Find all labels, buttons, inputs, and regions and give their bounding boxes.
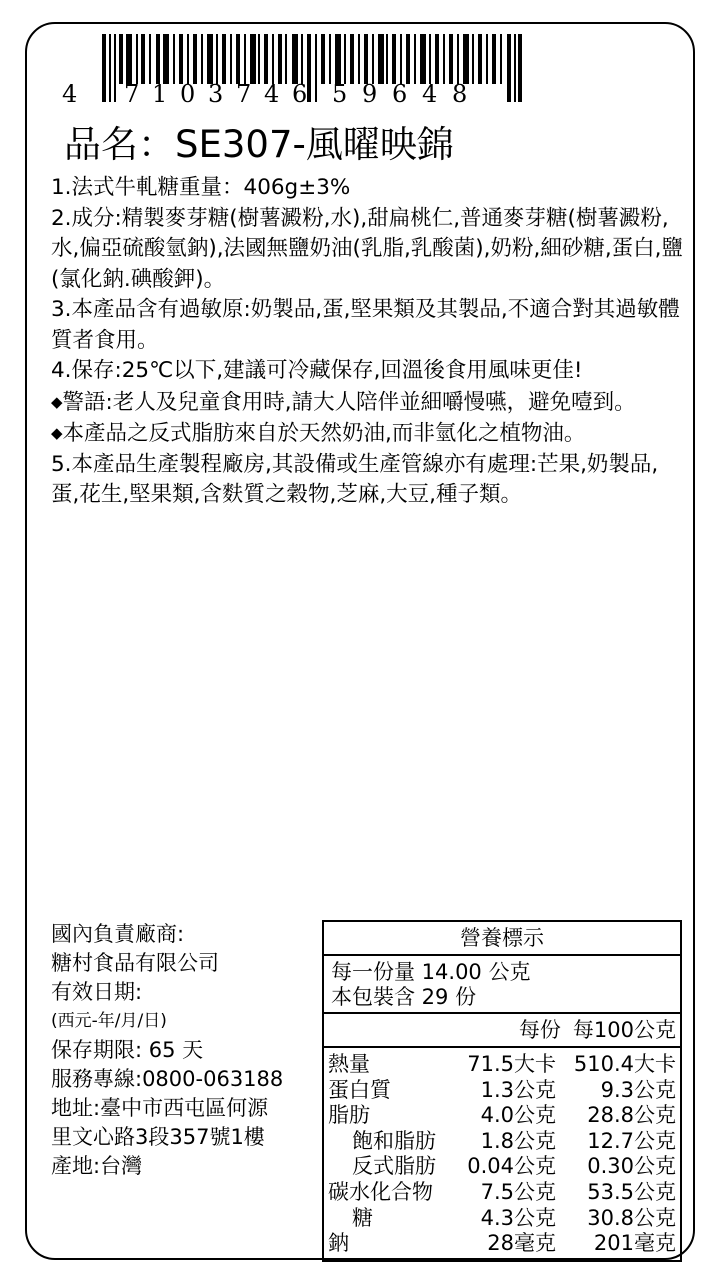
value-per-100g: 12.7公克 [587, 1128, 676, 1153]
barcode-bar [486, 34, 488, 84]
value-per-serving: 28毫克 [487, 1231, 556, 1256]
nutrition-table [322, 920, 682, 1262]
value-per-serving: 1.3公克 [480, 1077, 556, 1102]
barcode-bar [478, 34, 482, 84]
barcode-bar [292, 34, 298, 84]
value-per-serving: 0.04公克 [467, 1154, 556, 1179]
nutrition-row [324, 1103, 680, 1129]
value-per-100g: 53.5公克 [587, 1179, 676, 1204]
barcode-bar [187, 34, 189, 84]
value-per-serving: 7.5公克 [480, 1179, 556, 1204]
barcode-bar [372, 34, 374, 84]
barcode-bar [244, 34, 246, 84]
ingredients-text [51, 173, 686, 511]
barcode-bar [406, 34, 410, 84]
value-per-100g: 201毫克 [593, 1231, 676, 1256]
barcode-bar [119, 34, 123, 84]
barcode-bar [514, 34, 516, 102]
service-hotline: 服務專線:0800-063188 [51, 1067, 284, 1091]
nutrient-name: 反式脂肪 [352, 1154, 436, 1179]
barcode-bar [193, 34, 197, 84]
barcode-digit: 0 [180, 80, 196, 104]
nutrient-name: 碳水化合物 [328, 1179, 433, 1204]
barcode-bar [429, 34, 431, 84]
col-per-100g: 每100公克 [572, 1018, 676, 1042]
nutrient-name: 熱量 [328, 1052, 370, 1076]
barcode-bar [126, 34, 132, 84]
address-line-2: 里文心路3段357號1樓 [51, 1125, 265, 1149]
barcode-bar [102, 34, 106, 102]
barcode-bar [163, 34, 169, 84]
barcode-digit: 1 [152, 80, 168, 104]
barcode-bar [301, 34, 303, 84]
barcode-bar [386, 34, 388, 84]
nutrient-name: 鈉 [328, 1231, 349, 1256]
serving-size: 每一份量 14.00 公克 [331, 960, 531, 984]
barcode-digit: 4 [62, 80, 78, 104]
barcode-bar [278, 34, 282, 84]
barcode-bar [358, 34, 360, 84]
barcode-bar [222, 34, 226, 84]
value-per-100g: 510.4大卡 [573, 1052, 676, 1076]
manufacturer-info [51, 920, 326, 1181]
barcode-bar [230, 34, 232, 84]
barcode-bar [216, 34, 218, 84]
barcode-bar [350, 34, 354, 84]
value-per-100g: 9.3公克 [600, 1077, 676, 1102]
barcode-bar [285, 34, 287, 84]
barcode-digit: 9 [362, 80, 378, 104]
barcode-digit: 4 [422, 80, 438, 104]
barcode-bar [236, 34, 240, 84]
barcode-digit: 6 [292, 80, 308, 104]
value-per-serving: 4.0公克 [480, 1103, 556, 1128]
nutrition-row [324, 1052, 680, 1078]
diamond-bullet-icon: ◆ [51, 392, 63, 411]
value-per-serving: 4.3公克 [480, 1205, 556, 1230]
barcode-bar [472, 34, 474, 84]
barcode-bar [207, 34, 213, 84]
barcode-bar [272, 34, 274, 84]
barcode-bar [463, 34, 469, 84]
barcode-digit: 3 [208, 80, 224, 104]
nutrient-name: 糖 [352, 1205, 373, 1230]
value-per-100g: 0.30公克 [587, 1154, 676, 1179]
barcode-bar [173, 34, 175, 84]
barcode-bar [149, 34, 151, 84]
facility-notice: 5.本產品生產製程廠房,其設備或生產管線亦有處理:芒果,奶製品,蛋,花生,堅果類,含麩質之穀物,芝麻,大豆,種子類。 [51, 451, 659, 507]
barcode-bar [179, 34, 183, 84]
allergen-notice: 3.本產品含有過敏原:奶製品,蛋,堅果類及其製品,不適合對其過敏體質者食用。 [51, 297, 680, 353]
barcode-bar [264, 34, 268, 84]
net-weight: 1.法式牛軋糖重量：406g±3% [51, 175, 351, 200]
barcode-bar [321, 34, 325, 84]
barcode-bar [400, 34, 402, 84]
barcode-digit: 6 [392, 80, 408, 104]
barcode-bar [335, 34, 341, 84]
nutrition-row [324, 1180, 680, 1206]
nutrition-row [324, 1129, 680, 1155]
date-format: (西元-年/月/日) [51, 1011, 167, 1031]
barcode-bar [507, 34, 511, 102]
barcode-bar [414, 34, 416, 84]
nutrition-header [324, 1014, 680, 1048]
shelf-life: 保存期限: 65 天 [51, 1038, 204, 1062]
barcode [52, 34, 532, 104]
product-name: 品名：SE307-風曜映錦 [64, 123, 454, 166]
barcode-bar [201, 34, 203, 84]
nutrient-name: 蛋白質 [328, 1077, 391, 1102]
barcode-bar [329, 34, 331, 84]
value-per-serving: 1.8公克 [480, 1128, 556, 1153]
servings-per-package: 本包裝含 29 份 [331, 985, 477, 1009]
barcode-digit: 5 [332, 80, 348, 104]
barcode-bar [250, 34, 256, 84]
nutrition-row [324, 1078, 680, 1104]
barcode-bar [420, 34, 426, 84]
serving-info [324, 956, 680, 1014]
value-per-100g: 30.8公克 [587, 1205, 676, 1230]
manufacturer-label: 國內負責廠商: [51, 922, 185, 946]
barcode-bar [114, 34, 116, 102]
barcode-bar [258, 34, 260, 84]
value-per-100g: 28.8公克 [587, 1103, 676, 1128]
barcode-digit: 8 [452, 80, 468, 104]
nutrition-row [324, 1154, 680, 1180]
storage-instructions: 4.保存:25℃以下,建議可冷藏保存,回溫後食用風味更佳! [51, 358, 583, 383]
col-per-serving: 每份 [518, 1018, 561, 1042]
barcode-bar [109, 34, 111, 102]
barcode-bar [449, 34, 453, 84]
barcode-bar [156, 34, 160, 84]
nutrition-row [324, 1231, 680, 1257]
barcode-bar [378, 34, 384, 84]
barcode-bar [364, 34, 368, 84]
barcode-digit: 7 [124, 80, 140, 104]
barcode-digit: 7 [236, 80, 252, 104]
barcode-bar [500, 34, 502, 84]
barcode-digit: 4 [264, 80, 280, 104]
barcode-bar [518, 34, 522, 102]
composition: 2.成分:精製麥芽糖(樹薯澱粉,水),甜扁桃仁,普通麥芽糖(樹薯澱粉,水,偏亞硫酸氫鈉),法國無鹽奶油(乳脂,乳酸菌),奶粉,細砂糖,蛋白,鹽(氯化鈉.碘酸鉀)。 [51, 205, 684, 292]
expiry-label: 有效日期: [51, 980, 143, 1004]
barcode-bar [435, 34, 439, 84]
nutrient-name: 脂肪 [328, 1103, 370, 1128]
warning-notice [51, 387, 686, 419]
barcode-bar [492, 34, 496, 84]
trans-fat-text: 本產品之反式脂肪來自於天然奶油,而非氫化之植物油。 [62, 421, 586, 446]
warning-text: 警語:老人及兒童食用時,請大人陪伴並細嚼慢嚥，避免噎到。 [62, 389, 636, 415]
nutrient-name: 飽和脂肪 [352, 1128, 436, 1153]
nutrition-title: 營養標示 [324, 922, 680, 956]
barcode-bar [344, 34, 346, 84]
nutrition-rows [324, 1048, 680, 1257]
barcode-bar [141, 34, 145, 84]
trans-fat-notice [51, 418, 686, 450]
manufacturer-name: 糖村食品有限公司 [51, 951, 219, 975]
address-line-1: 地址:臺中市西屯區何源 [51, 1096, 269, 1120]
nutrition-row [324, 1206, 680, 1232]
barcode-bar [307, 34, 311, 102]
place-of-origin: 產地:台灣 [51, 1154, 143, 1178]
barcode-bar [136, 34, 138, 84]
diamond-bullet-icon: ◆ [51, 424, 63, 442]
barcode-bar [443, 34, 445, 84]
barcode-bar [315, 34, 317, 102]
value-per-serving: 71.5大卡 [467, 1052, 556, 1076]
barcode-bar [457, 34, 459, 84]
barcode-bar [392, 34, 396, 84]
